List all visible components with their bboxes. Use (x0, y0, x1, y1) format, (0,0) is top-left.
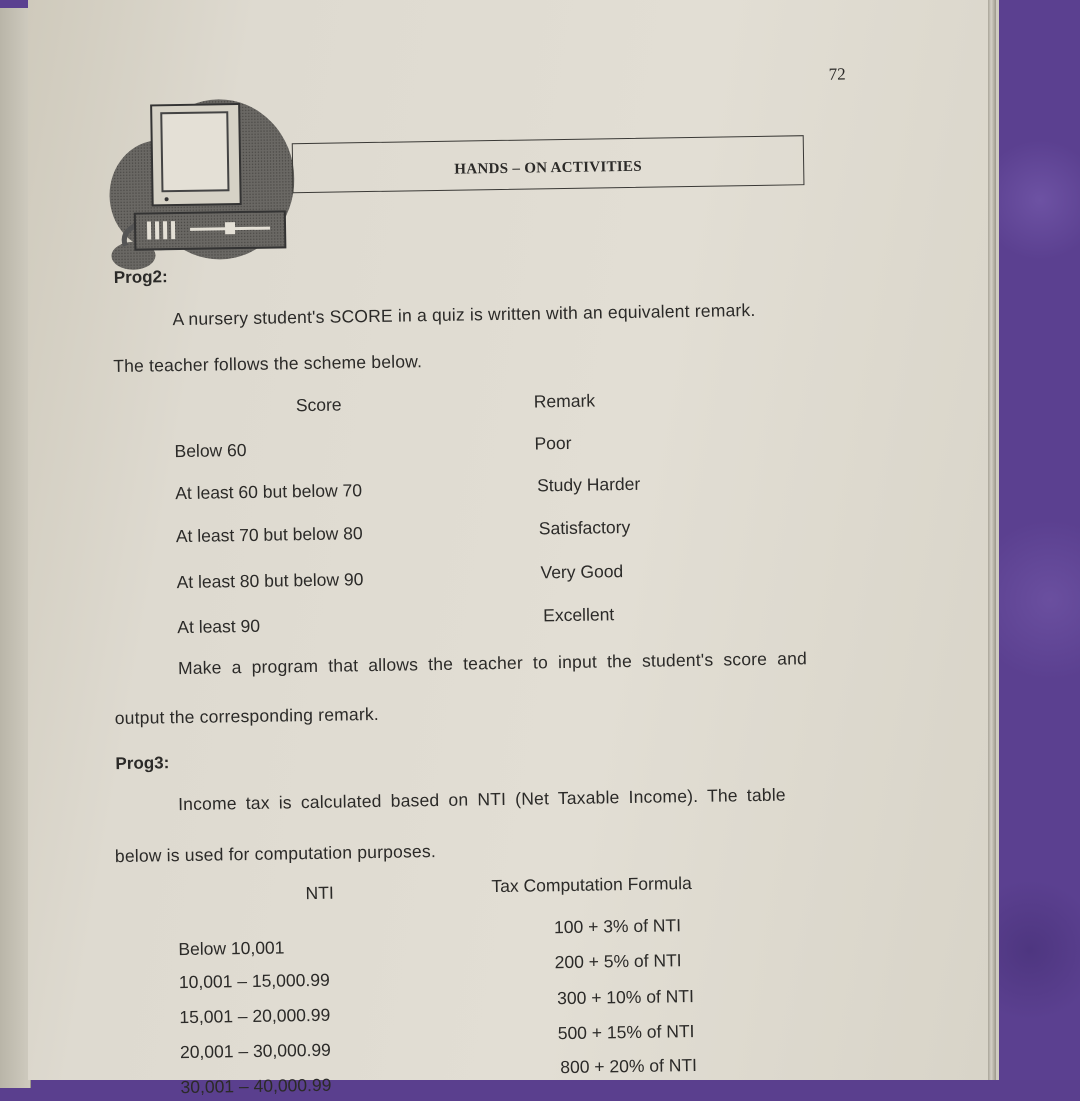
nti-cell: 10,001 – 15,000.99 (178, 969, 330, 993)
nti-cell: 20,001 – 30,000.99 (179, 1039, 331, 1063)
section-banner (292, 135, 805, 193)
page-number: 72 (828, 64, 846, 84)
prog3-intro-line1: Income tax is calculated based on NTI (Net Taxable Income). The table (177, 784, 786, 815)
prog2-title: Prog2: (113, 267, 168, 288)
computer-icon (103, 93, 296, 286)
formula-header: Tax Computation Formula (491, 873, 692, 897)
score-cell: At least 70 but below 80 (175, 523, 363, 547)
prog2-task-line2: output the corresponding remark. (114, 703, 380, 729)
prog2-task-line1: Make a program that allows the teacher to input the student's score and (177, 648, 808, 679)
formula-cell: 500 + 15% of NTI (557, 1021, 695, 1044)
remark-cell: Study Harder (536, 473, 641, 496)
score-cell: Below 60 (174, 439, 247, 462)
nti-cell: 30,001 – 40,000.99 (180, 1074, 332, 1098)
formula-cell: 800 + 20% of NTI (560, 1054, 698, 1078)
formula-cell: 100 + 3% of NTI (553, 915, 682, 938)
remark-cell: Poor (534, 432, 572, 454)
prog3-title: Prog3: (115, 753, 170, 774)
remark-cell: Satisfactory (538, 516, 631, 539)
prog2-intro-line2: The teacher follows the scheme below. (113, 351, 423, 377)
banner-title: HANDS – ON ACTIVITIES (454, 158, 643, 178)
score-cell: At least 90 (177, 615, 261, 638)
formula-cell: 200 + 5% of NTI (554, 950, 682, 973)
remark-cell: Very Good (540, 561, 624, 583)
nti-header: NTI (305, 882, 334, 904)
prog2-intro-line1: A nursery student's SCORE in a quiz is written with an equivalent remark. (172, 299, 756, 330)
nti-cell: 15,001 – 20,000.99 (179, 1004, 331, 1028)
score-header: Score (295, 394, 342, 416)
nti-cell: Below 10,001 (178, 937, 285, 960)
score-cell: At least 60 but below 70 (175, 480, 363, 504)
prog3-intro-line2: below is used for computation purposes. (114, 841, 437, 867)
score-cell: At least 80 but below 90 (176, 569, 364, 593)
formula-cell: 300 + 10% of NTI (557, 986, 695, 1009)
remark-header: Remark (533, 390, 596, 412)
remark-cell: Excellent (543, 604, 615, 626)
